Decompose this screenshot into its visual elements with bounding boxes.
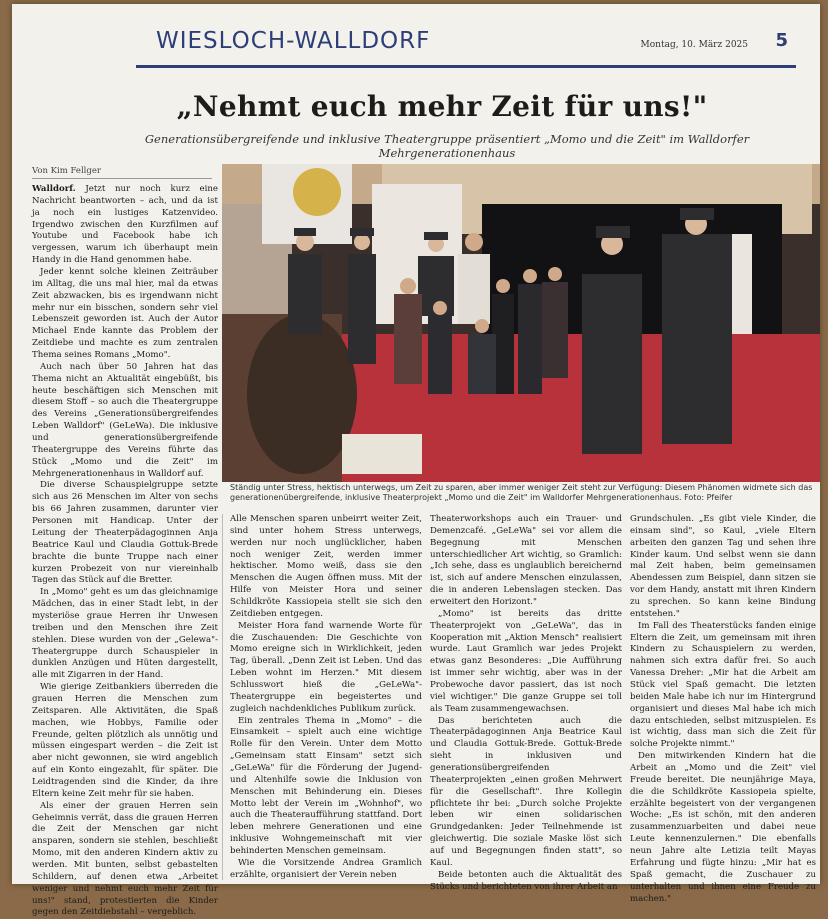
paragraph: Beide betonten auch die Aktualität des Stücks und berichteten von ihrer Arbeit an bbox=[430, 869, 622, 892]
article-photo bbox=[222, 164, 820, 482]
column-3 bbox=[430, 514, 622, 892]
paragraph: Grundschulen. „Es gibt viele Kinder, die einsam sind", so Kaul, „viele Eltern arbeiten den ganzen Tag und sehen ihre Kinder kaum. Und selbst wenn sie dann mal Zeit haben, beim gemeinsamen Abendessen zum Beispiel, dann sitzen sie vor dem Handy, anstatt mit ihren Kindern zu sprechen. So kann keine Bindung entstehen." bbox=[630, 514, 816, 619]
paragraph: In „Momo" geht es um das gleichnamige Mädchen, das in einer Stadt lebt, in der mysteriöse graue Herren ihr Unwesen treiben und den Menschen ihre Zeit stehlen. Diese wurden von der „Gelewa"-Theatergruppe durch Schauspieler in dunklen Anzügen und Hüten dargestellt, alle mit Zigarren in der Hand. bbox=[32, 587, 218, 681]
paragraph: Den mitwirkenden Kindern hat die Arbeit an „Momo und die Zeit" viel Freude bereitet. Die neunjährige Maya, die die Schildkröte Kassiopeia spielte, erzählte begeistert von der vergangenen Woche: „Es ist schön, mit den anderen zusammenzuarbeiten und dabei neue Leute kennenzulernen." Die ebenfalls neun Jahre alte Letizia teilt Mayas Erfahrung und fügte hinzu: „Mir hat es Spaß gemacht, die Zuschauer zu unterhalten und ihnen eine Freude zu machen." bbox=[630, 751, 816, 904]
paragraph: Alle Menschen sparen unbeirrt weiter Zeit, sind unter hohem Stress unterwegs, werden nur noch unglücklicher, haben noch weniger Zeit, werden immer hektischer. Momo weiß, dass sie den Menschen die Augen öffnen muss. Mit der Hilfe von Meister Hora und seiner Schildkröte Kassiopeia stellt sie sich den Zeitdieben entgegen. bbox=[230, 514, 422, 619]
column-divider bbox=[222, 514, 223, 880]
paragraph: Wie gierige Zeitbankiers überreden die grauen Herren die Menschen zum Zeitsparen. Alle Aktivitäten, die Spaß machen, wie Hobbys, Familie oder Freunde, gelten plötzlich als unnötig und müssen eingespart werden – die Zeit ist aber nicht gewonnen, sie wird angeblich auf ein Konto eingezahlt, für später. Die Leidtragenden sind die Kinder, da ihre Eltern keine Zeit mehr für sie haben. bbox=[32, 682, 218, 799]
column-1 bbox=[32, 184, 218, 918]
paragraph: Meister Hora fand warnende Worte für die Zuschauenden: Die Geschichte von Momo ereigne sich in Wirklichkeit, jeden Tag, überall. „Denn Zeit ist Leben. Und das Leben wohnt im Herzen." Mit diesem Schlusswort hieß die „GeLeWa"-Theatergruppe ein begeistertes und zugleich nachdenkliches Publikum zurück. bbox=[230, 620, 422, 714]
subheadline: Generationsübergreifende und inklusive Theatergruppe präsentiert „Momo und die Zeit" im Walldorfer Mehrgenerationenhaus bbox=[144, 132, 750, 160]
paragraph: Das berichteten auch die Theaterpädagoginnen Anja Beatrice Kaul und Claudia Gottuk-Brede. Gottuk-Brede sieht in inklusiven und generationsübergreifenden Theaterprojekten „einen großen Mehrwert für die Gesellschaft". Ihre Kollegin pflichtete ihr bei: „Durch solche Projekte leben wir einen solidarischen Grundgedanken: Jeder Teilnehmende ist gleichwertig. Die soziale Maske löst sich auf und Begegnungen finden statt", so Kaul. bbox=[430, 715, 622, 868]
page-number: 5 bbox=[775, 30, 788, 51]
column-4 bbox=[630, 514, 816, 904]
paragraph: Die diverse Schauspielgruppe setzte sich aus 26 Menschen im Alter von sechs bis 66 Jahren zusammen, darunter vier Personen mit Handicap. Unter der Leitung der Theaterpädagoginnen Anja Beatrice Kaul und Claudia Gottuk-Brede brachte die bunte Truppe nach einer kurzen Probezeit von nur viereinhalb Tagen das Stück auf die Bretter. bbox=[32, 480, 218, 586]
paragraph: Im Fall des Theaterstücks fanden einige Eltern die Zeit, um gemeinsam mit ihren Kindern zu Schauspielern zu werden, nahmen sich extra dafür frei. So auch Vanessa Dreher: „Mir hat die Arbeit am Stück viel Spaß gemacht. Die letzten beiden Male habe ich nur im Hintergrund organisiert und dieses Mal habe ich mich dazu entschieden, selbst mitzuspielen. Es ist wichtig, dass man sich die Zeit für solche Projekte nimmt." bbox=[630, 620, 816, 750]
paragraph: Als einer der grauen Herren sein Geheimnis verrät, dass die grauen Herren die Zeit der Menschen gar nicht ansparen, sondern sie stehlen, beschließt Momo, mit den anderen Kindern aktiv zu werden. Mit bunten, selbst gebastelten Schildern, auf denen etwa „Arbeitet weniger und nehmt euch mehr Zeit für uns!" stand, protestierten die Kinder gegen den Zeitdiebstahl – vergeblich. bbox=[32, 800, 218, 918]
dateline: Walldorf. bbox=[32, 184, 76, 194]
headline: „Nehmt euch mehr Zeit für uns!" bbox=[176, 90, 708, 123]
masthead bbox=[136, 24, 796, 68]
paragraph: Auch nach über 50 Jahren hat das Thema nicht an Aktualität eingebüßt, bis heute beschäftigen sich Menschen mit diesem Stoff – so auch die Theatergruppe des Vereins „Generationsübergreifendes Leben Walldorf" (GeLeWa). Die inklusive und generationsübergreifende Theatergruppe des Vereins führte das Stück „Momo und die Zeit" im Mehrgenerationenhaus in Walldorf auf. bbox=[32, 361, 218, 479]
paragraph: Ein zentrales Thema in „Momo" – die Einsamkeit – spielt auch eine wichtige Rolle für den Verein. Unter dem Motto „Gemeinsam statt Einsam" setzt sich „GeLeWa" für die Förderung der Jugend- und Altenhilfe sowie die Inklusion von Menschen mit Behinderung ein. Dieses Motto lebt der Verein im „Wohnhof", wo auch die Theateraufführung stattfand. Dort leben mehrere Generationen und eine inklusive Wohngemeinschaft mit vier behinderten Menschen gemeinsam. bbox=[230, 715, 422, 857]
paragraph: Walldorf. Jetzt nur noch kurz eine Nachricht beantworten – ach, und da ist ja noch ein lustiges Katzenvideo. Irgendwo zwischen den Kurzfilmen auf Youtube und Facebook habe ich vergessen, warum ich überhaupt mein Handy in die Hand genommen habe. bbox=[32, 184, 218, 266]
paragraph: Theaterworkshops auch ein Trauer- und Demenzcafé. „GeLeWa" sei vor allem die Begegnung mit Menschen unterschiedlicher Art wichtig, so Gramlich: „Ich sehe, dass es unglaublich bereichernd ist, sich auf andere Menschen einzulassen, die in anderen Lebenslagen stecken. Das erweitert den Horizont." bbox=[430, 514, 622, 608]
section-title: WIESLOCH-WALLDORF bbox=[156, 28, 431, 54]
paragraph: „Momo" ist bereits das dritte Theaterprojekt von „GeLeWa", das in Kooperation mit „Aktion Mensch" realisiert wurde. Laut Gramlich war jedes Projekt etwas ganz Besonderes: „Die Aufführung ist immer sehr wichtig, aber was in der Probewoche davor passiert, das ist noch viel wichtiger." Die ganze Gruppe sei toll als Team zusammengewachsen. bbox=[430, 608, 622, 714]
issue-date: Montag, 10. März 2025 bbox=[640, 40, 748, 50]
stage-photo-illustration bbox=[222, 164, 820, 482]
byline: Von Kim Fellger bbox=[32, 166, 212, 179]
paragraph: Jeder kennt solche kleinen Zeiträuber im Alltag, die uns mal hier, mal da etwas Zeit abzwacken, bis es irgendwann nicht mehr nur ein bisschen, sondern sehr viel Lebenszeit geworden ist. Auch der Autor Michael Ende kannte das Problem der Zeitdiebe und machte es zum zentralen Thema seines Romans „Momo". bbox=[32, 267, 218, 361]
paragraph: Wie die Vorsitzende Andrea Gramlich erzählte, organisiert der Verein neben bbox=[230, 857, 422, 880]
photo-caption: Ständig unter Stress, hektisch unterwegs, um Zeit zu sparen, aber immer weniger Zeit steht zur Verfügung: Diesem Phänomen widmete sich das generationenübergreifende, inklusive Theaterprojekt „Momo und die Zeit" im Walldorfer Mehrgenerationenhaus. Foto: Pfeifer bbox=[230, 483, 813, 503]
column-2 bbox=[230, 514, 422, 884]
newspaper-page bbox=[12, 4, 820, 918]
